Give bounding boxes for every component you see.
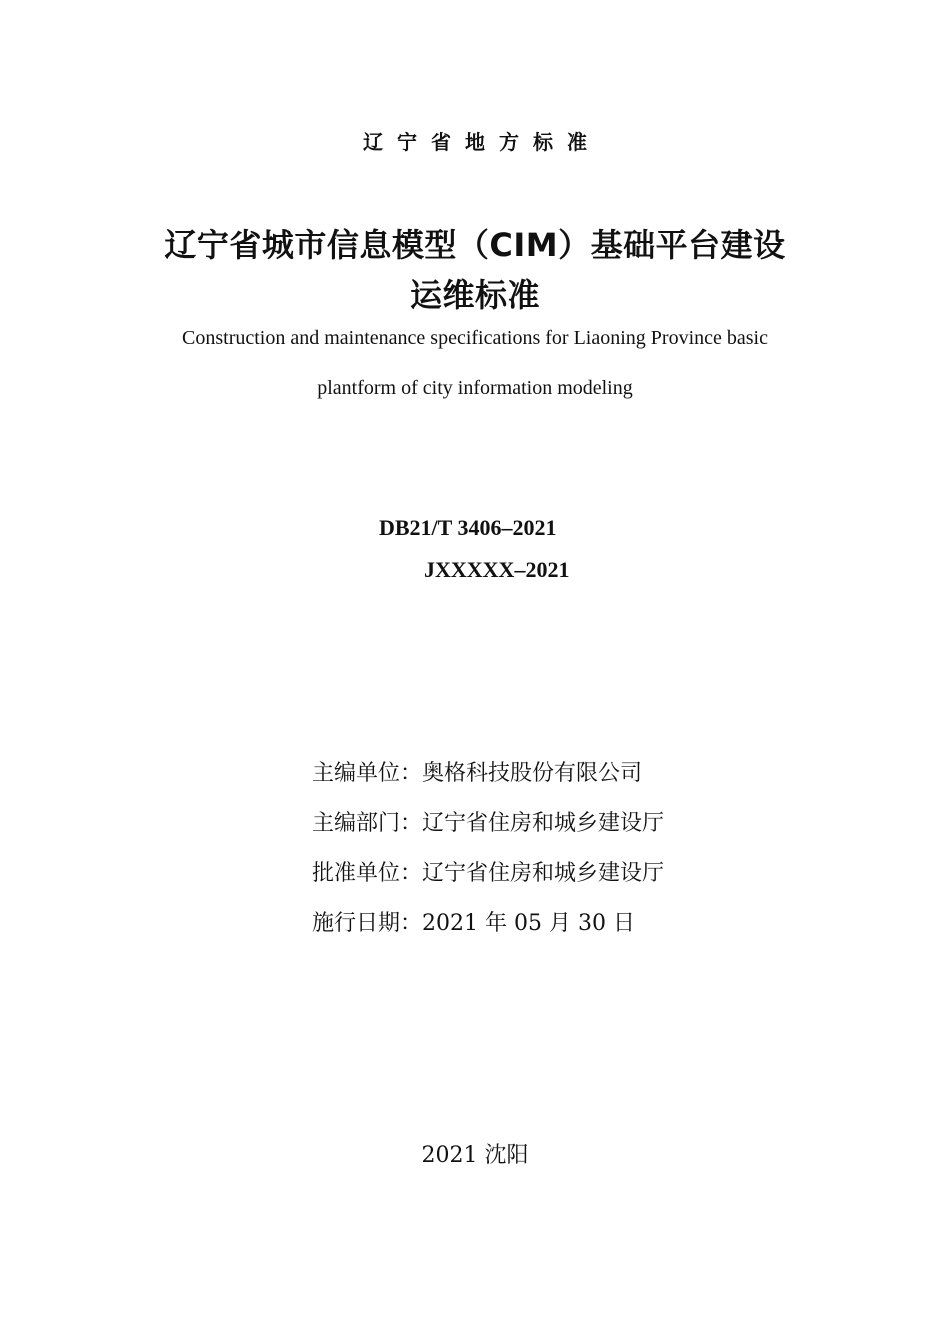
editor-unit: 主编单位：奥格科技股份有限公司 (312, 761, 643, 786)
title-cn-line-2: 运维标准 (409, 276, 540, 314)
standard-category-label: 辽宁省地方标准 (363, 130, 601, 154)
approval-unit: 批准单位：辽宁省住房和城乡建设厅 (312, 861, 665, 886)
effective-date: 施行日期：2021 年 05 月 30 日 (312, 911, 635, 936)
title-en-line-2: plantform of city information modeling (317, 377, 633, 399)
standard-code-db: DB21/T 3406–2021 (379, 515, 557, 540)
footer-place-year: 2021 沈阳 (421, 1143, 529, 1168)
standard-code-jx: JXXXXX–2021 (424, 557, 570, 582)
editor-department: 主编部门：辽宁省住房和城乡建设厅 (312, 811, 665, 836)
title-en-line-1: Construction and maintenance specifications for Liaoning Province basic (182, 327, 768, 349)
title-cn-line-1: 辽宁省城市信息模型（CIM）基础平台建设 (164, 226, 786, 264)
